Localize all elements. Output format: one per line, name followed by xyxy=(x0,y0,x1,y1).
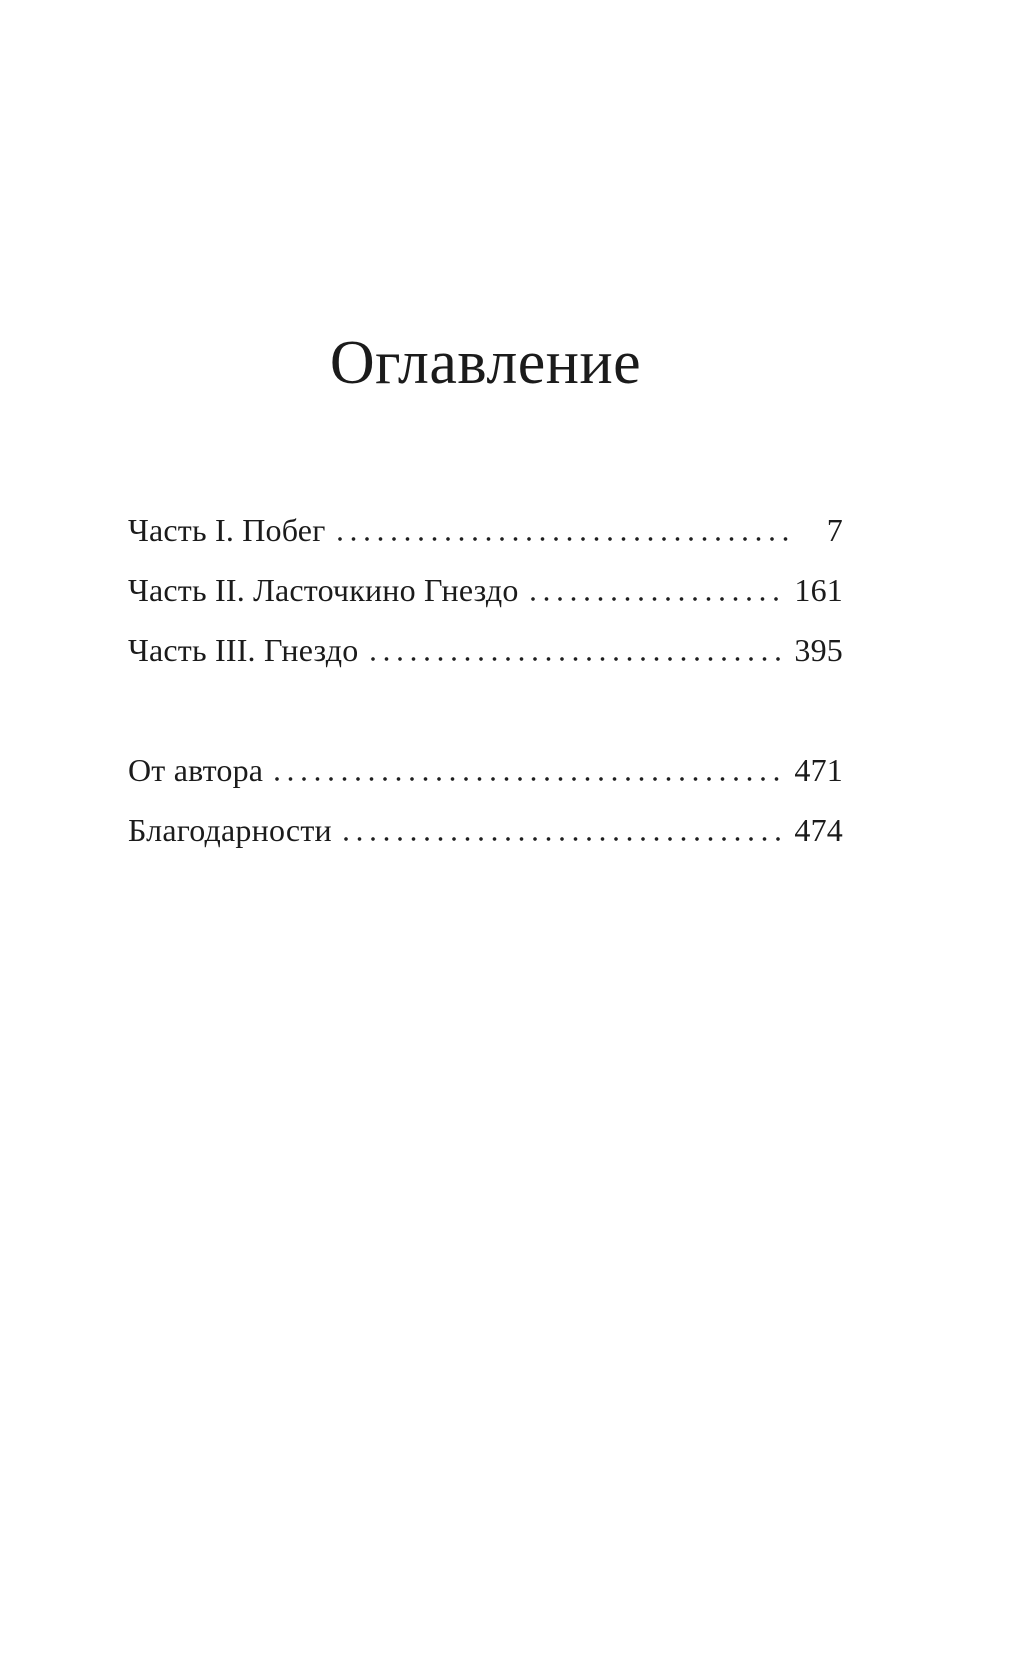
toc-entry xyxy=(128,560,843,620)
toc-entry-label: Часть I. Побег xyxy=(128,512,326,548)
toc-entry-page-number: 7 xyxy=(826,512,843,548)
toc-entry-page-number: 161 xyxy=(794,572,843,608)
toc-entry xyxy=(128,620,843,680)
toc-entry-label: От автора xyxy=(128,752,264,788)
table-of-contents xyxy=(128,500,843,860)
dot-leader xyxy=(531,597,786,601)
toc-entry-page-number: 474 xyxy=(794,812,843,848)
toc-entry xyxy=(128,800,843,860)
dot-leader xyxy=(338,537,788,541)
dot-leader xyxy=(275,777,785,781)
toc-entry xyxy=(128,740,843,800)
page-title: Оглавление xyxy=(329,329,642,397)
toc-entry-page-number: 471 xyxy=(794,752,843,788)
dot-leader xyxy=(371,657,786,661)
toc-entry-label: Благодарности xyxy=(128,812,332,848)
toc-entry xyxy=(128,500,843,560)
toc-entry-page-number: 395 xyxy=(794,632,843,668)
dot-leader xyxy=(344,837,786,841)
toc-entry-label: Часть II. Ласточкино Гнездо xyxy=(128,572,519,608)
toc-entry-label: Часть III. Гнездо xyxy=(128,632,359,668)
